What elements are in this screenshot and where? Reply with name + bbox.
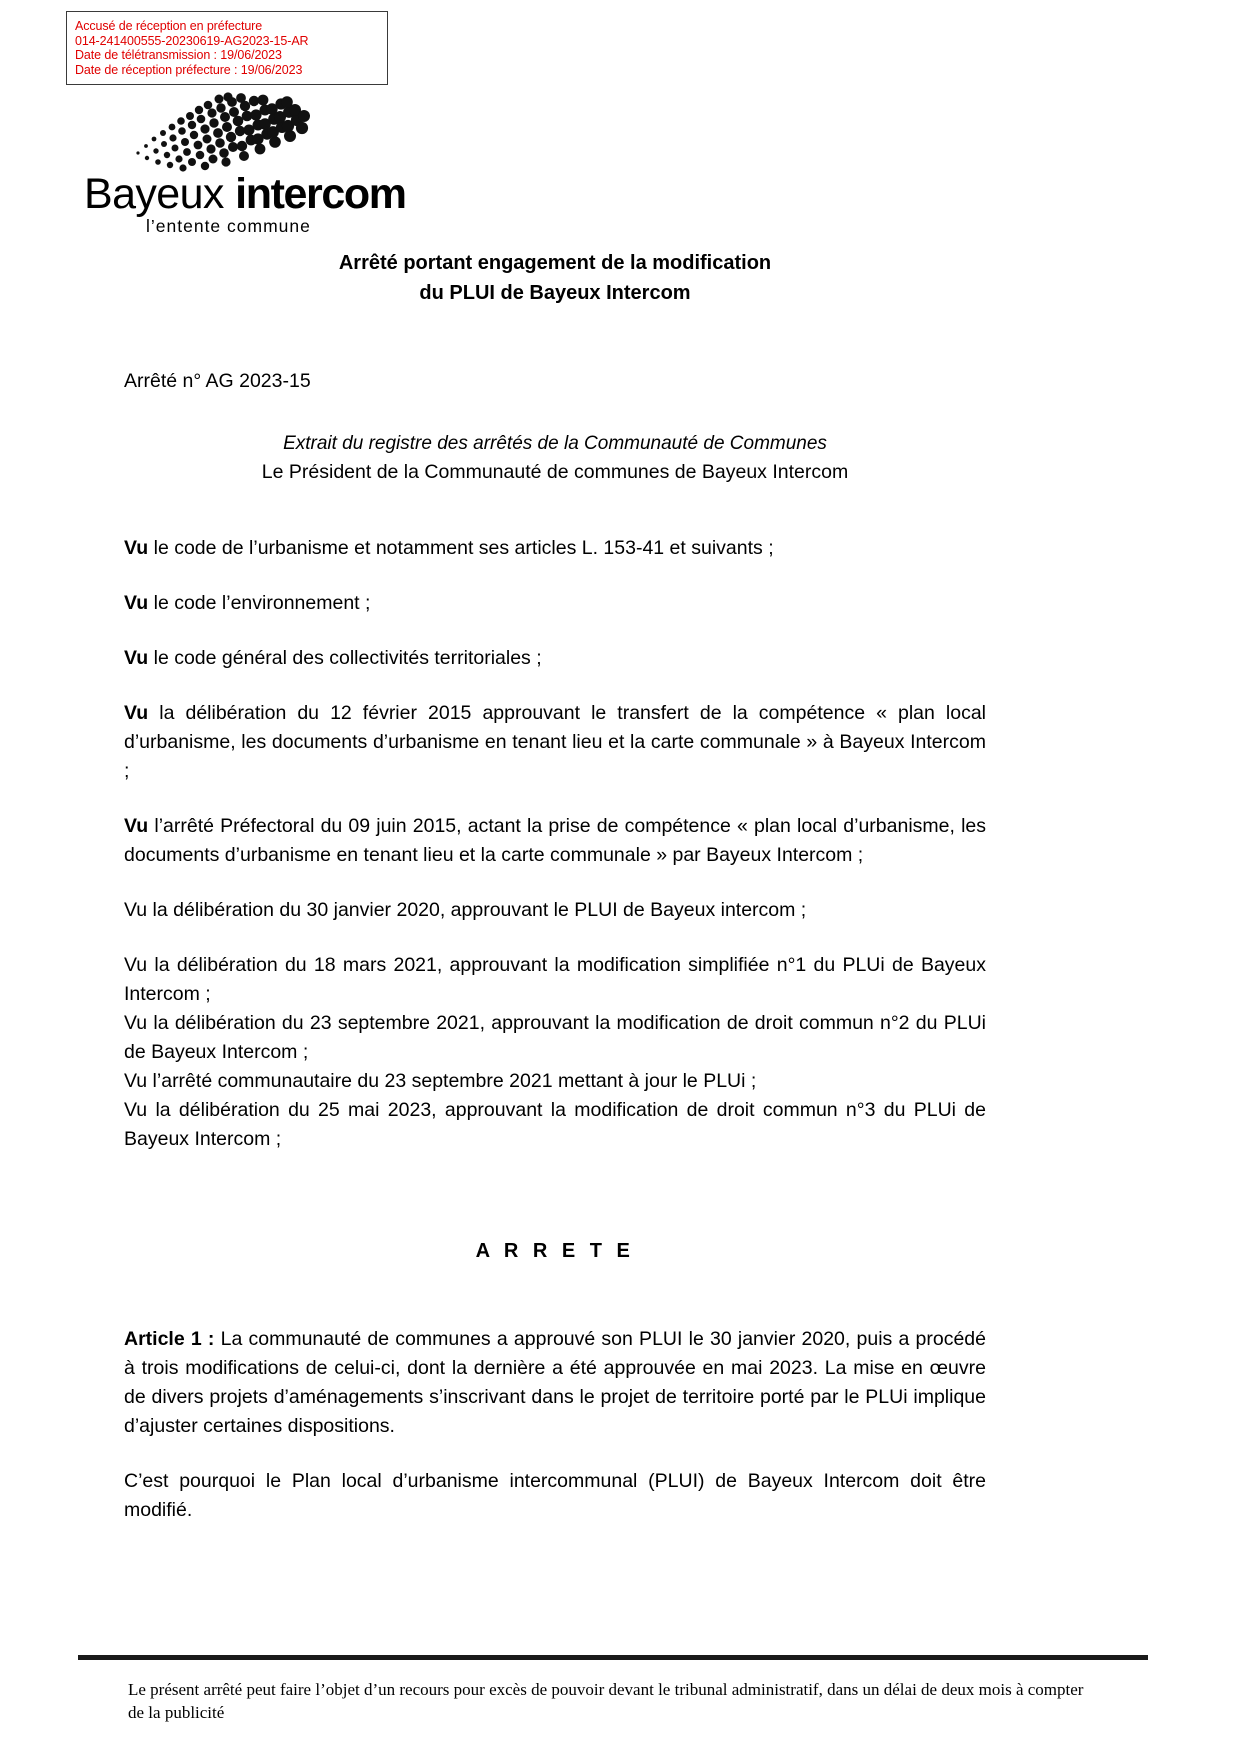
stamp-line-title: Accusé de réception en préfecture [75, 19, 263, 33]
page-title-line-1: Arrêté portant engagement de la modification [338, 252, 772, 274]
vu-clause-text: la délibération du 30 janvier 2020, approuvant le PLUI de Bayeux intercom ; [147, 899, 807, 921]
page-title-line-2: du PLUI de Bayeux Intercom [419, 282, 691, 304]
article-1-paragraph [124, 1325, 986, 1441]
register-extract-line: Extrait du registre des arrêtés de la Communauté de Communes [283, 433, 827, 454]
stamp-line-transmission-date: Date de télétransmission : 19/06/2023 [75, 48, 282, 63]
vu-clause [124, 1067, 986, 1096]
logo-tagline: l’entente commune [146, 216, 311, 236]
vu-clause-lead: Vu [124, 1099, 148, 1121]
vu-clause-lead: Vu [124, 537, 149, 559]
vu-clause-text: l’arrêté Préfectoral du 09 juin 2015, actant la prise de compétence « plan local d’urbanisme, les documents d’urbanisme en tenant lieu et la carte communale » par Bayeux Intercom ; [124, 815, 986, 866]
vu-clause [124, 896, 986, 925]
stamp-line-reception-date: Date de réception préfecture : 19/06/2023 [75, 62, 303, 77]
vu-clause-lead: Vu [124, 647, 149, 669]
vu-clause [124, 589, 986, 618]
footer-note: Le présent arrêté peut faire l’objet d’un recours pour excès de pouvoir devant le tribunal administratif, dans un délai de deux mois à compter de la publicité [128, 1680, 1084, 1722]
prefecture-receipt-stamp [66, 11, 388, 85]
closing-paragraph: C’est pourquoi le Plan local d’urbanisme intercommunal (PLUI) de Bayeux Intercom doit être modifié. [124, 1470, 986, 1521]
vu-clause-text: l’arrêté communautaire du 23 septembre 2021 mettant à jour le PLUi ; [147, 1070, 757, 1092]
vu-clause [124, 699, 986, 786]
logo-wordmark [84, 172, 414, 216]
vu-clause-lead: Vu [124, 1012, 148, 1034]
vu-clause-text: le code de l’urbanisme et notamment ses articles L. 153-41 et suivants ; [148, 537, 774, 559]
vu-clause [124, 534, 986, 563]
vu-clause-lead: Vu [124, 702, 149, 724]
page-title [124, 248, 986, 308]
arrete-heading: A R R E T E [475, 1240, 635, 1262]
vu-clause-text: la délibération du 23 septembre 2021, approuvant la modification de droit commun n°2 du PLUi de Bayeux Intercom ; [124, 1012, 986, 1063]
vu-clause-text: le code général des collectivités territoriales ; [148, 647, 542, 669]
vu-clause-lead: Vu [124, 592, 149, 614]
vu-clause-list [124, 534, 986, 1154]
vu-clause-text: la délibération du 18 mars 2021, approuvant la modification simplifiée n°1 du PLUi de Bayeux Intercom ; [124, 954, 986, 1005]
vu-clause [124, 1009, 986, 1067]
vu-clause-lead: Vu [124, 954, 148, 976]
article-1-text: La communauté de communes a approuvé son PLUI le 30 janvier 2020, puis a procédé à trois modifications de celui-ci, dont la dernière a été approuvée en mai 2023. La mise en œuvre de divers projets d’aménagements s’inscrivant dans le projet de territoire porté par le PLUi implique d’ajuster certaines dispositions. [124, 1328, 986, 1437]
bayeux-intercom-logo [84, 92, 414, 236]
president-line: Le Président de la Communauté de communes de Bayeux Intercom [261, 461, 849, 483]
logo-name-light: Bayeux [84, 170, 236, 218]
vu-clause [124, 1096, 986, 1154]
logo-name-bold: intercom [235, 170, 406, 218]
logo-dot-cluster-icon [132, 92, 322, 174]
stamp-line-reference: 014-241400555-20230619-AG2023-15-AR [75, 33, 309, 48]
vu-clause-text: la délibération du 25 mai 2023, approuvant la modification de droit commun n°3 du PLUi de Bayeux Intercom ; [124, 1099, 986, 1150]
stamp-text-block [67, 12, 387, 77]
vu-clause-text: le code l’environnement ; [148, 592, 371, 614]
vu-clause [124, 951, 986, 1009]
arrete-number: Arrêté n° AG 2023-15 [124, 370, 311, 392]
document-body [124, 248, 986, 1525]
vu-clause-lead: Vu [124, 1070, 148, 1092]
article-1-label: Article 1 : [124, 1328, 215, 1350]
vu-clause [124, 812, 986, 870]
vu-clause-lead: Vu [124, 815, 149, 837]
footer-divider [78, 1655, 1148, 1660]
vu-clause-lead: Vu [124, 899, 148, 921]
vu-clause-text: la délibération du 12 février 2015 approuvant le transfert de la compétence « plan local d’urbanisme, les documents d’urbanisme en tenant lieu et la carte communale » à Bayeux Intercom ; [124, 702, 986, 782]
vu-clause [124, 644, 986, 673]
